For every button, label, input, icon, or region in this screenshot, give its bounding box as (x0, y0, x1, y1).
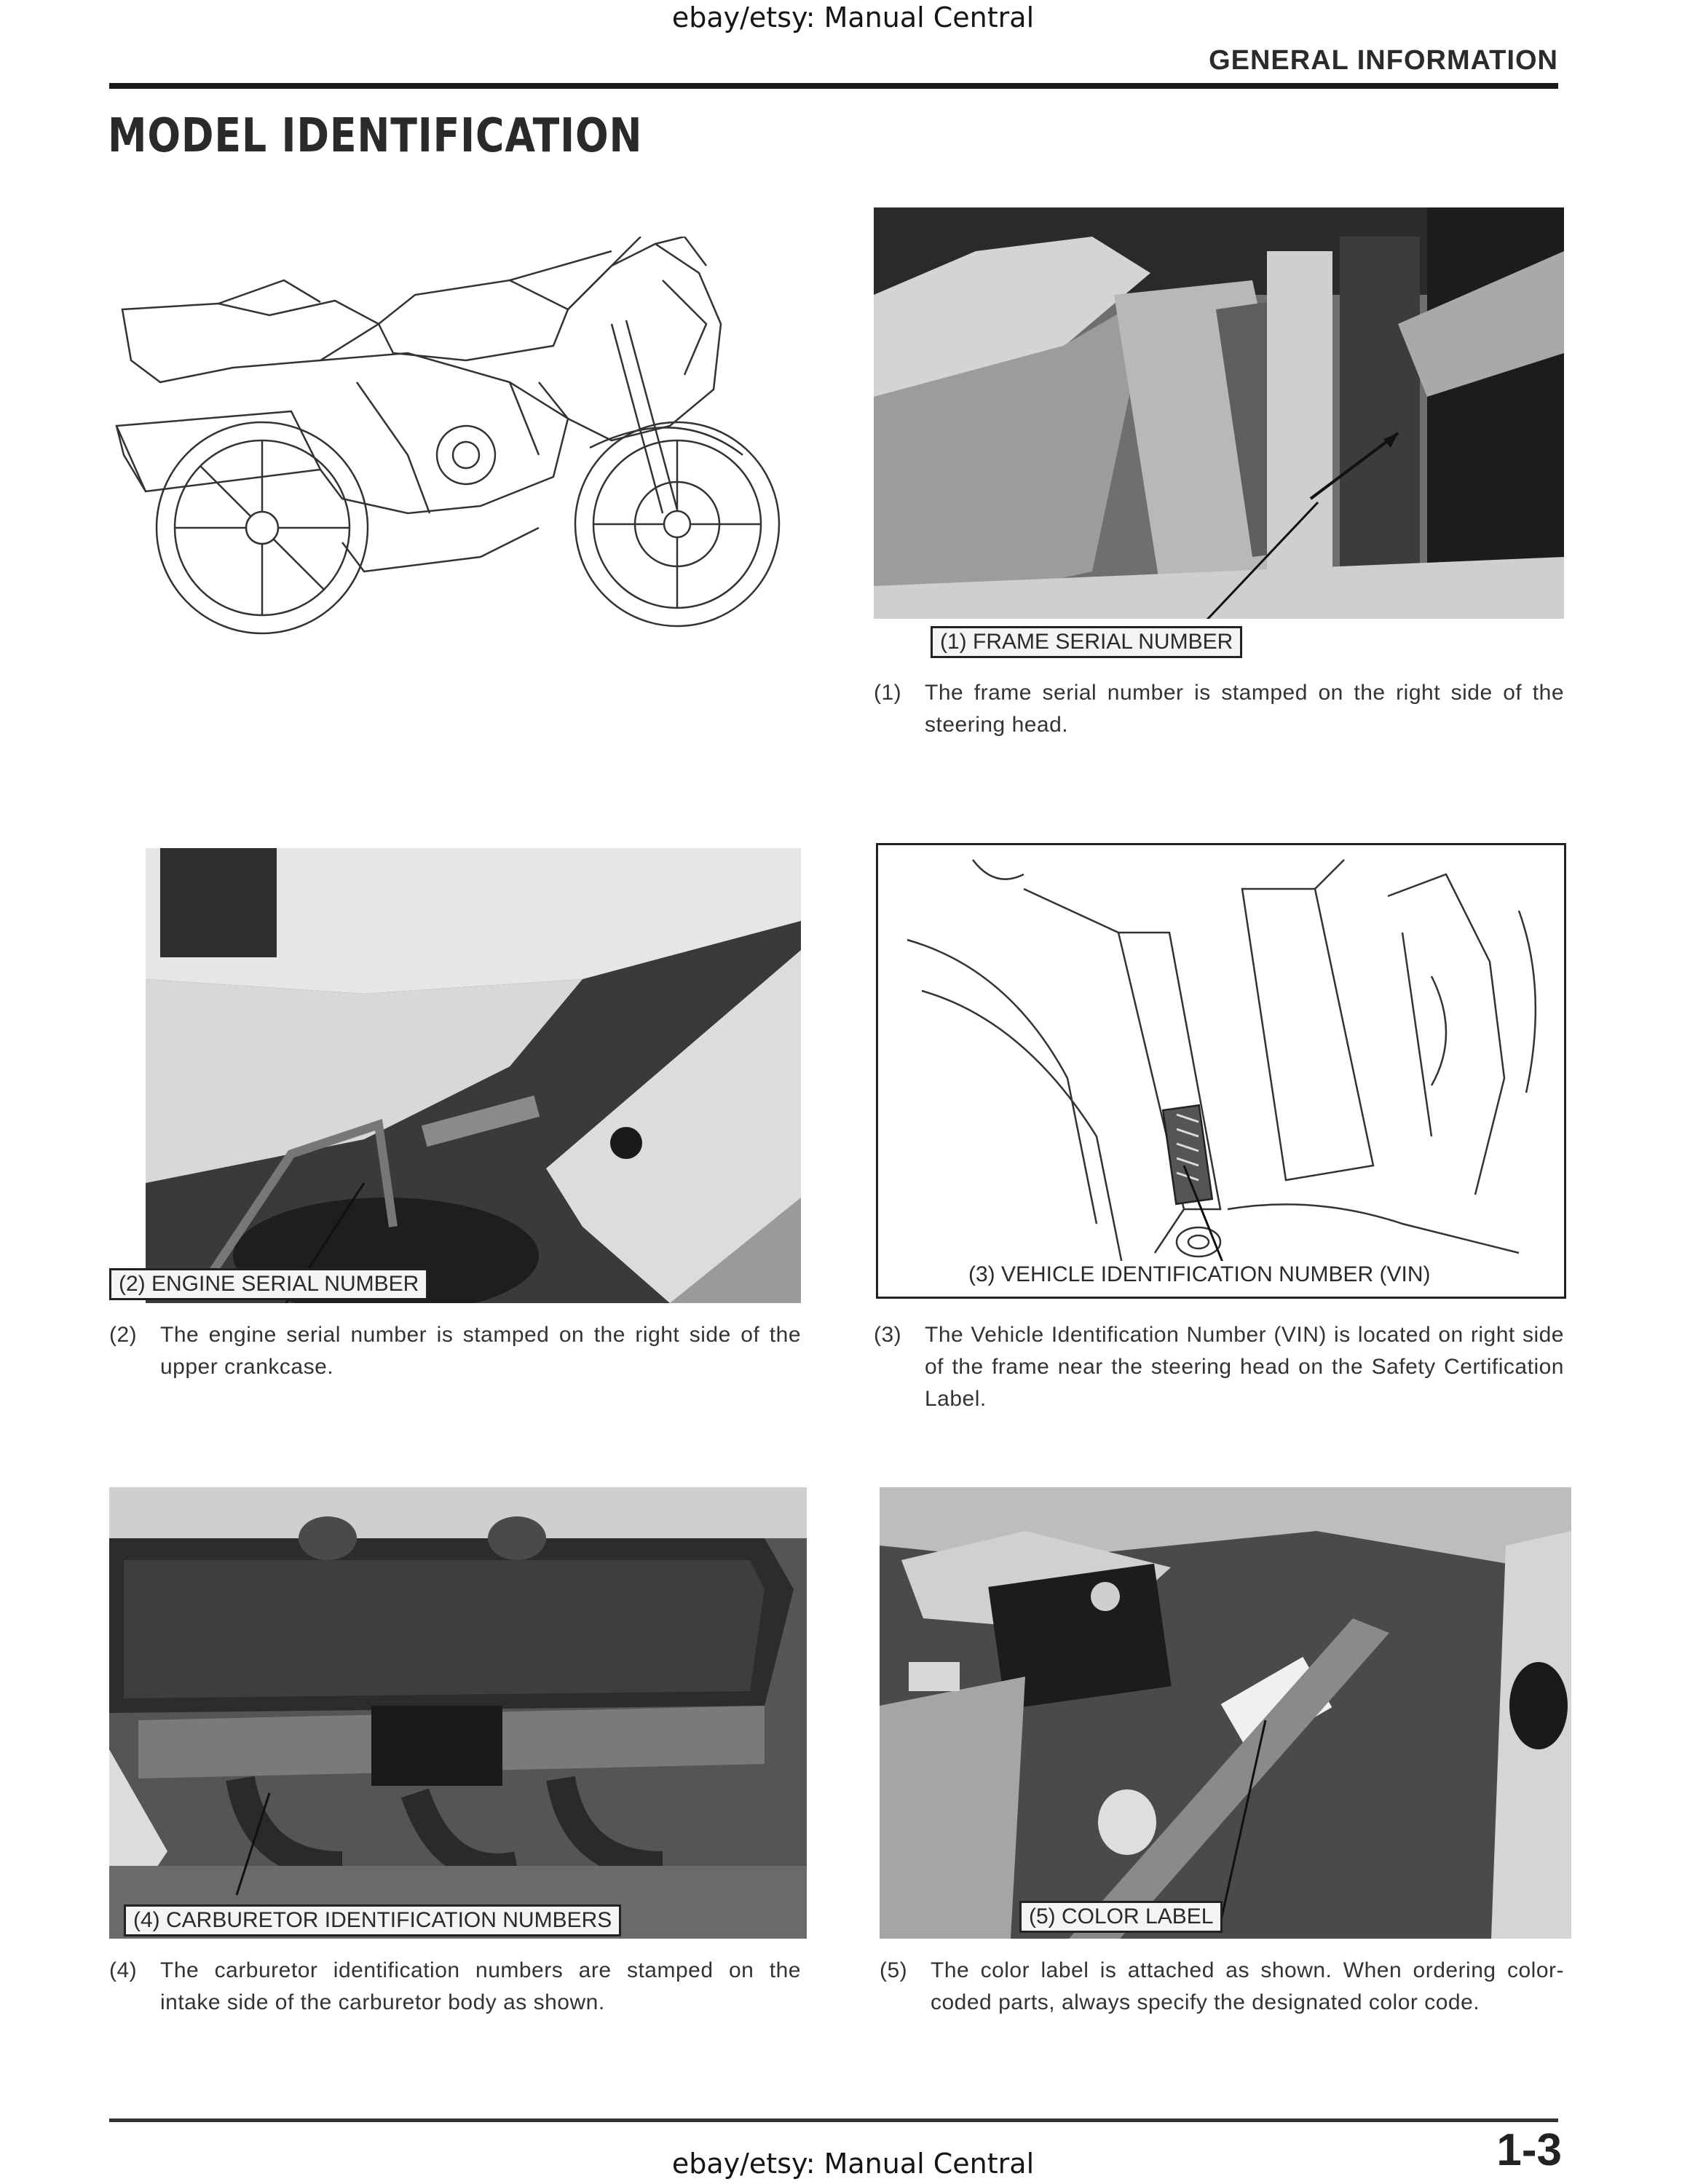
caption-carburetor-identification (109, 1955, 801, 2019)
caption-number: (4) (109, 1958, 138, 1982)
caption-number: (5) (880, 1958, 908, 1982)
caption-number: (1) (874, 681, 902, 705)
section-title: GENERAL INFORMATION (1209, 45, 1558, 76)
engine-serial-number-photo (146, 848, 801, 1303)
vin-illustration (876, 843, 1566, 1299)
caption-text: The Vehicle Identification Number (VIN) is located on right side of the frame near the steering head on the Safety Certification Label. (925, 1323, 1564, 1411)
motorcycle-illustration (102, 237, 801, 644)
caption-number: (2) (109, 1323, 138, 1347)
header-rule (109, 83, 1558, 89)
caption-vin (874, 1319, 1564, 1415)
caption-text: The carburetor identification numbers are stamped on the intake side of the carburetor body as shown. (160, 1958, 801, 2014)
page-title: MODEL IDENTIFICATION (108, 109, 643, 163)
caption-text: The color label is attached as shown. When ordering color-coded parts, always specify the designated color code. (931, 1958, 1564, 2014)
footer-rule (109, 2118, 1558, 2122)
caption-color-label (880, 1955, 1564, 2019)
callout-vin: (3) VEHICLE IDENTIFICATION NUMBER (VIN) (961, 1261, 1437, 1289)
callout-engine-serial-number: (2) ENGINE SERIAL NUMBER (109, 1268, 428, 1300)
caption-text: The engine serial number is stamped on the right side of the upper crankcase. (160, 1323, 801, 1379)
color-label-photo (880, 1487, 1571, 1939)
carburetor-photo (109, 1487, 807, 1939)
caption-engine-serial-number (109, 1319, 801, 1383)
callout-color-label: (5) COLOR LABEL (1019, 1901, 1223, 1933)
watermark-bottom: ebay/etsy: Manual Central (671, 2148, 1035, 2180)
watermark-top: ebay/etsy: Manual Central (671, 1, 1035, 33)
callout-frame-serial-number: (1) FRAME SERIAL NUMBER (931, 626, 1242, 658)
frame-serial-number-photo (874, 207, 1564, 619)
caption-frame-serial-number (874, 677, 1564, 741)
caption-text: The frame serial number is stamped on the right side of the steering head. (925, 681, 1564, 737)
caption-number: (3) (874, 1323, 902, 1347)
callout-carburetor-identification: (4) CARBURETOR IDENTIFICATION NUMBERS (124, 1904, 621, 1936)
page-number: 1-3 (1496, 2125, 1562, 2175)
